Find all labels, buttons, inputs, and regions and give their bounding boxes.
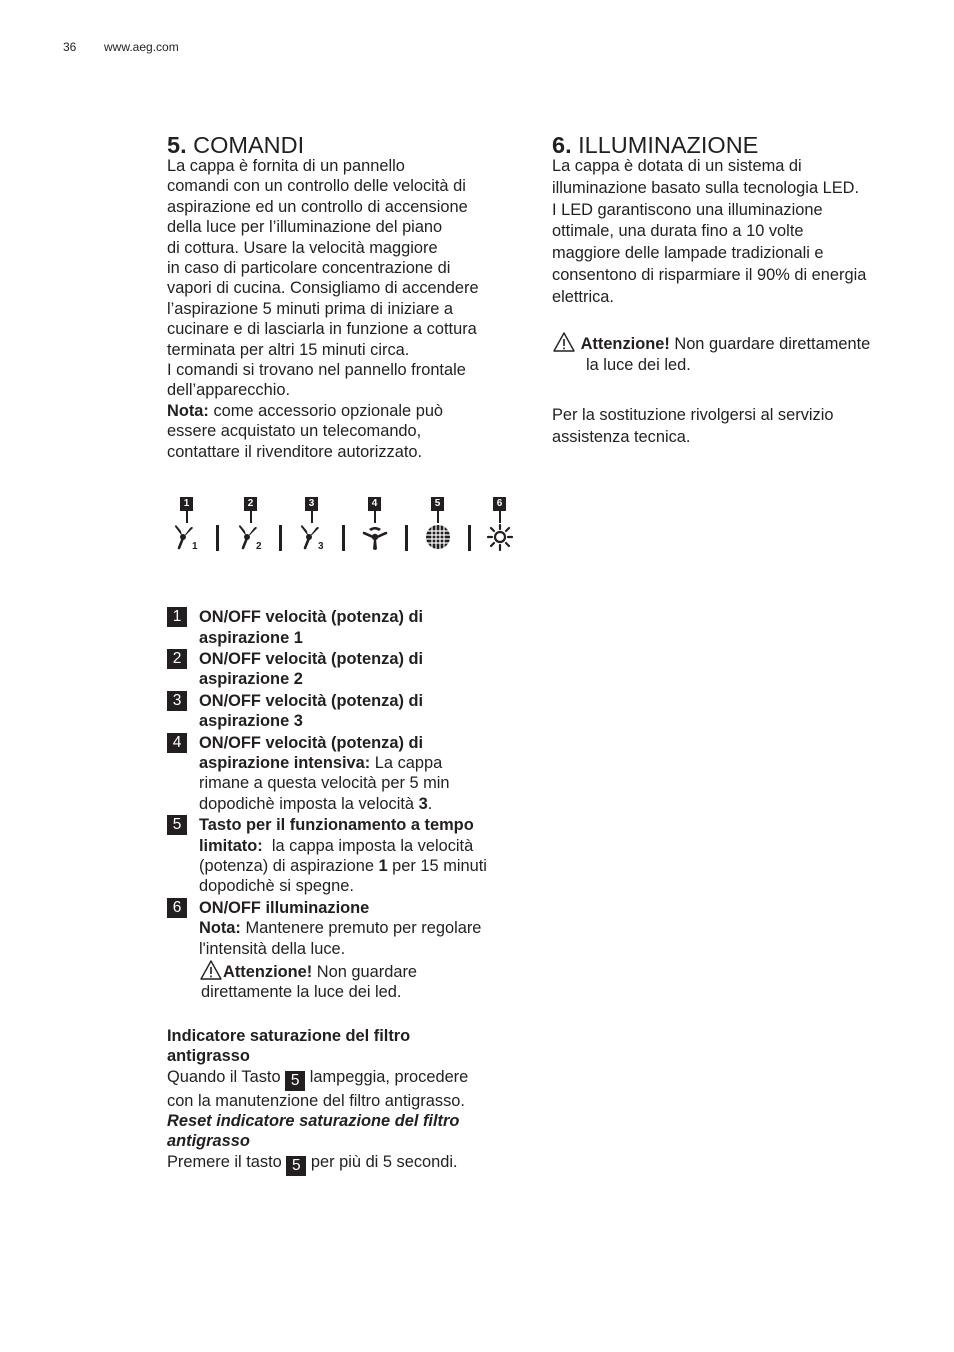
panel-label-1: 1 [180, 497, 193, 511]
panel-separator [468, 525, 471, 551]
panel-label-4: 4 [368, 497, 381, 511]
panel-leader-2 [250, 511, 252, 523]
section-comandi [167, 130, 519, 1176]
svg-text:2: 2 [256, 541, 262, 553]
section-illuminazione [552, 130, 912, 449]
item-number: 1 [167, 607, 187, 627]
inline-key-5: 5 [285, 1071, 305, 1091]
control-item-5: 5 Tasto per il funzionamento a tempo limitato: la cappa imposta la velocità (potenza) di aspirazione 1 per 15 minuti dopodichè si spegne. [167, 815, 519, 897]
fan-speed-2-icon[interactable] [236, 523, 266, 553]
panel-label-6: 6 [493, 497, 506, 511]
illuminazione-warning: Attenzione! Non guardare direttamente la luce dei led. [552, 331, 912, 378]
svg-text:3: 3 [318, 541, 324, 553]
warning-icon [199, 959, 223, 981]
control-item-6: 6 ON/OFF illuminazione Nota: Mantenere premuto per regolare l'intensità della luce. Attenzione! Non guardare direttamente la luce dei led. [167, 898, 519, 1003]
note-label: Nota: [167, 401, 209, 420]
control-panel-figure [167, 497, 519, 567]
warning-icon [552, 331, 576, 353]
filter-indicator-section: Indicatore saturazione del filtro antigrasso Quando il Tasto 5 lampeggia, procedere con la manutenzione del filtro antigrasso. Reset indicatore saturazione del filtro antigrasso Premere il tasto 5 per più di 5 secondi. [167, 1026, 469, 1174]
item-number: 3 [167, 691, 187, 711]
item-number: 6 [167, 898, 187, 918]
control-item-2: 2 ON/OFF velocità (potenza) di aspirazione 2 [167, 649, 519, 690]
timer-grid-icon[interactable] [423, 523, 453, 553]
comandi-intro: La cappa è fornita di un pannello comandi con un controllo delle velocità di aspirazione ed un controllo di accensione della luce per l’illuminazione del piano di cottura. Usare la velocità maggiore in caso di particolare concentrazione di vapori di cucina. Consigliamo di accendere l’aspirazione 5 minuti prima di iniziare a cucinare e di lasciarla in funzione a cottura terminata per altri 15 minuti circa. I comandi si trovano nel pannello frontale dell’apparecchio. Nota: come accessorio opzionale può essere acquistato un telecomando, contattare il rivenditore autorizzato. [167, 157, 479, 461]
panel-leader-4 [374, 511, 376, 523]
fan-intensive-icon[interactable] [360, 523, 390, 553]
panel-leader-6 [499, 511, 501, 523]
panel-label-5: 5 [431, 497, 444, 511]
svg-text:1: 1 [192, 541, 198, 553]
service-note: Per la sostituzione rivolgersi al servizio assistenza tecnica. [552, 406, 834, 446]
controls-list [167, 607, 519, 1003]
header-url[interactable]: www.aeg.com [104, 40, 179, 54]
panel-leader-1 [186, 511, 188, 523]
panel-label-2: 2 [244, 497, 257, 511]
item-number: 5 [167, 815, 187, 835]
control-item-1: 1 ON/OFF velocità (potenza) di aspirazione 1 [167, 607, 519, 648]
light-icon[interactable] [485, 523, 515, 553]
panel-leader-5 [437, 511, 439, 523]
inline-key-5: 5 [286, 1156, 306, 1176]
panel-leader-3 [311, 511, 313, 523]
control-item-4: 4 ON/OFF velocità (potenza) di aspirazione intensiva: La cappa rimane a questa velocità per 5 min dopodichè imposta la velocità 3. [167, 733, 519, 815]
fan-speed-3-icon[interactable] [298, 523, 328, 553]
item-number: 2 [167, 649, 187, 669]
page-number: 36 [63, 40, 77, 54]
panel-separator [216, 525, 219, 551]
fan-speed-1-icon[interactable] [172, 523, 202, 553]
item-number: 4 [167, 733, 187, 753]
section-title-illuminazione: 6. ILLUMINAZIONE [552, 132, 759, 158]
panel-label-3: 3 [305, 497, 318, 511]
panel-separator [279, 525, 282, 551]
panel-separator [342, 525, 345, 551]
section-title-comandi: 5. COMANDI [167, 132, 305, 158]
control-item-3: 3 ON/OFF velocità (potenza) di aspirazione 3 [167, 691, 519, 732]
panel-separator [405, 525, 408, 551]
illuminazione-text: La cappa è dotata di un sistema di illuminazione basato sulla tecnologia LED. I LED garantiscono una illuminazione ottimale, una durata fino a 10 volte maggiore delle lampade tradizionali e consentono di risparmiare il 90% di energia elettrica. [552, 157, 867, 306]
